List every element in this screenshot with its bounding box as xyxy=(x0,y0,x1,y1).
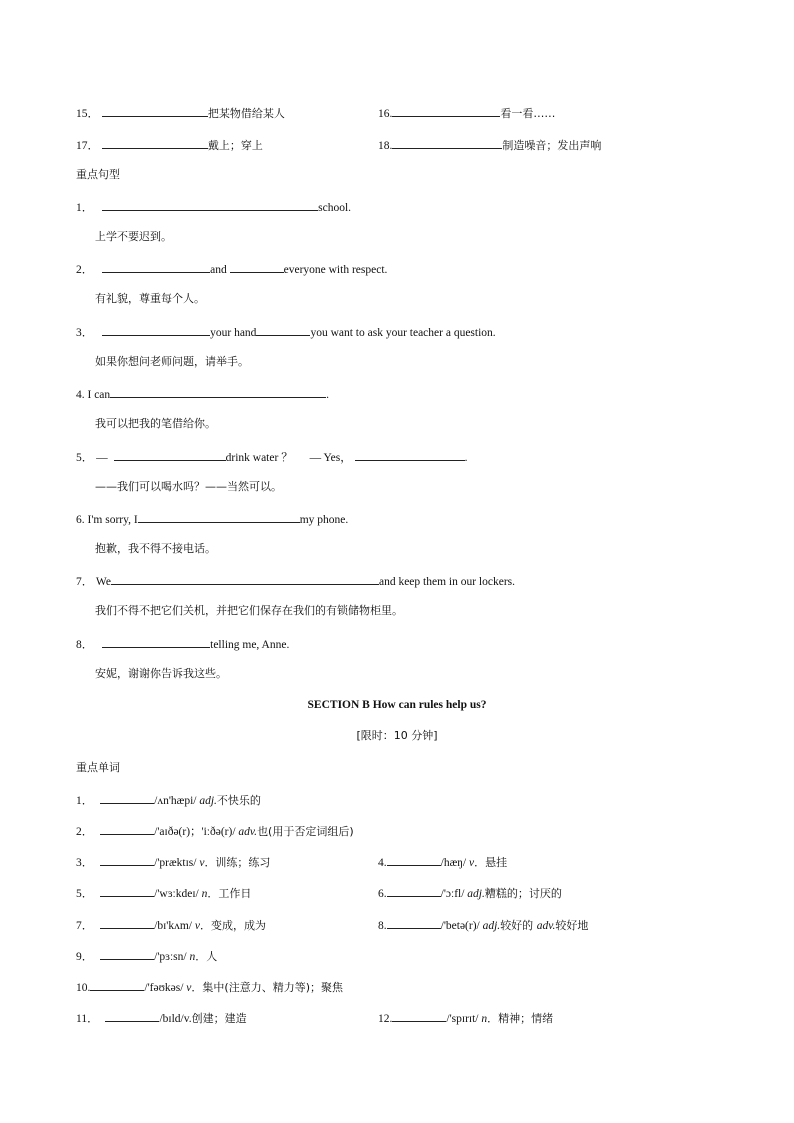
part-of-speech: v xyxy=(186,982,192,994)
phonetic: /bɪ'kʌm/ xyxy=(154,920,195,932)
answer-blank[interactable] xyxy=(387,884,441,897)
word-item-7 xyxy=(76,916,266,934)
item-number: 6. xyxy=(378,888,387,900)
word-meaning: 不快乐的 xyxy=(216,794,261,807)
answer-blank[interactable] xyxy=(102,323,210,336)
item-number: 18. xyxy=(378,140,393,152)
phonetic: /hæŋ/ xyxy=(440,857,469,869)
answer-blank[interactable] xyxy=(392,104,500,117)
item-number: 16. xyxy=(378,108,393,120)
word-item-3 xyxy=(76,853,270,871)
word-meaning: ．人 xyxy=(195,950,218,963)
sentence-text: everyone with respect. xyxy=(283,264,388,276)
answer-blank[interactable] xyxy=(256,323,310,336)
answer-blank[interactable] xyxy=(387,916,441,929)
word-meaning: 较好地 xyxy=(555,919,589,932)
word-item-4 xyxy=(378,853,507,871)
sentence-2-translation: 有礼貌，尊重每个人。 xyxy=(95,292,205,305)
part-of-speech: v. xyxy=(183,1013,192,1025)
sentence-6 xyxy=(76,510,348,528)
answer-blank[interactable] xyxy=(102,635,210,648)
phonetic: /'præktɪs/ xyxy=(154,857,200,869)
phonetic: /'ɔːfl/ xyxy=(440,888,468,900)
sentence-text: my phone. xyxy=(299,514,349,526)
sentence-text: . xyxy=(326,389,330,401)
sentence-text: and xyxy=(210,264,227,276)
answer-blank[interactable] xyxy=(100,822,154,835)
part-of-speech: adj. xyxy=(482,920,501,932)
phonetic: /'pɜːsn/ xyxy=(154,951,190,963)
sentences-heading: 重点句型 xyxy=(76,168,120,181)
answer-blank[interactable] xyxy=(392,1009,446,1022)
item-number: 1． xyxy=(76,795,94,807)
part-of-speech: n xyxy=(201,888,208,900)
part-of-speech: v xyxy=(199,857,205,869)
vocab-item-15 xyxy=(76,104,285,122)
item-number: 4. xyxy=(378,857,387,869)
sentence-text: We xyxy=(95,576,111,588)
sentence-text: and keep them in our lockers. xyxy=(378,576,516,588)
item-number: 15． xyxy=(76,108,99,120)
phonetic: /'spɪrɪt/ xyxy=(446,1013,482,1025)
word-item-10 xyxy=(76,978,343,996)
sentence-3 xyxy=(76,323,496,341)
word-meaning: ．变成，成为 xyxy=(199,919,266,932)
item-number: 11． xyxy=(76,1013,99,1025)
part-of-speech: adv. xyxy=(536,920,556,932)
item-number: 7． xyxy=(76,920,94,932)
answer-blank[interactable] xyxy=(102,136,208,149)
sentence-5-translation: ——我们可以喝水吗？——当然可以。 xyxy=(95,480,282,493)
item-meaning: 制造噪音；发出声响 xyxy=(502,139,602,152)
answer-blank[interactable] xyxy=(114,448,226,461)
item-number: 8. xyxy=(378,920,387,932)
answer-blank[interactable] xyxy=(100,853,154,866)
item-number: 3． xyxy=(76,857,94,869)
answer-blank[interactable] xyxy=(387,853,441,866)
phonetic: /'wɜːkdeɪ/ xyxy=(154,888,202,900)
sentence-7 xyxy=(76,572,515,590)
answer-blank[interactable] xyxy=(138,510,300,523)
sentence-text: I can xyxy=(87,389,111,401)
item-number: 3． xyxy=(76,327,94,339)
sentence-text: I'm sorry, I xyxy=(87,514,138,526)
answer-blank[interactable] xyxy=(90,978,144,991)
phonetic: /'betə(r)/ xyxy=(440,920,483,932)
sentence-8-translation: 安妮，谢谢你告诉我这些。 xyxy=(95,667,227,680)
item-number: 8． xyxy=(76,639,94,651)
word-item-9 xyxy=(76,947,217,965)
sentence-text: school. xyxy=(318,202,352,214)
sentence-7-translation: 我们不得不把它们关机，并把它们保存在我们的有锁储物柜里。 xyxy=(95,604,403,617)
vocab-item-16 xyxy=(378,104,555,122)
word-item-1 xyxy=(76,791,261,809)
item-number: 5． xyxy=(76,888,94,900)
item-number: 7． xyxy=(76,576,94,588)
sentence-8 xyxy=(76,635,289,653)
item-meaning: 看一看…… xyxy=(500,107,556,120)
sentence-text: drink water ？ xyxy=(225,452,293,464)
answer-blank[interactable] xyxy=(105,1009,159,1022)
item-meaning: 戴上；穿上 xyxy=(207,139,263,152)
word-meaning: ．精神；情绪 xyxy=(487,1012,554,1025)
word-item-6 xyxy=(378,884,562,902)
time-limit: [限时：10 分钟] xyxy=(356,729,438,742)
word-meaning: 也(用于否定词组后) xyxy=(257,825,354,838)
word-meaning: ．集中(注意力、精力等)；聚焦 xyxy=(191,981,343,994)
word-meaning: 糟糕的；讨厌的 xyxy=(484,887,562,900)
vocab-item-18 xyxy=(378,136,601,154)
answer-blank[interactable] xyxy=(100,916,154,929)
answer-blank[interactable] xyxy=(100,791,154,804)
answer-blank[interactable] xyxy=(102,104,208,117)
sentence-2 xyxy=(76,260,387,278)
item-number: 2． xyxy=(76,826,94,838)
word-item-8 xyxy=(378,916,588,934)
phonetic: /'aɪðə(r)；'iːðə(r)/ xyxy=(154,826,239,838)
item-number: 2． xyxy=(76,264,94,276)
sentence-text: — xyxy=(96,452,108,464)
item-number: 4. xyxy=(76,389,85,401)
words-heading: 重点单词 xyxy=(76,761,120,774)
sentence-3-translation: 如果你想问老师问题，请举手。 xyxy=(95,355,249,368)
word-item-5 xyxy=(76,884,251,902)
part-of-speech: adv. xyxy=(238,826,258,838)
item-meaning: 把某物借给某人 xyxy=(207,107,285,120)
part-of-speech: v xyxy=(194,920,200,932)
part-of-speech: n xyxy=(481,1013,488,1025)
item-number: 17． xyxy=(76,140,99,152)
part-of-speech: adj. xyxy=(199,795,217,807)
answer-blank[interactable] xyxy=(111,572,379,585)
word-meaning: 创建；建造 xyxy=(191,1012,247,1025)
sentence-text: you want to ask your teacher a question. xyxy=(310,327,496,339)
sentence-6-translation: 抱歉，我不得不接电话。 xyxy=(95,542,216,555)
answer-blank[interactable] xyxy=(392,136,502,149)
sentence-4 xyxy=(76,385,329,403)
sentence-text: your hand xyxy=(210,327,257,339)
sentence-text: . xyxy=(464,452,468,464)
part-of-speech: adj. xyxy=(467,888,485,900)
answer-blank[interactable] xyxy=(230,260,284,273)
section-b-title: SECTION B How can rules help us? xyxy=(307,699,487,711)
phonetic: /'fəʊkəs/ xyxy=(144,982,187,994)
item-number: 6. xyxy=(76,514,85,526)
part-of-speech: n xyxy=(189,951,196,963)
sentence-1 xyxy=(76,198,351,216)
word-meaning: ．训练；练习 xyxy=(204,856,271,869)
part-of-speech: v xyxy=(469,857,475,869)
item-number: 10. xyxy=(76,982,91,994)
answer-blank[interactable] xyxy=(102,198,318,211)
item-number: 9． xyxy=(76,951,94,963)
sentence-text: — Yes， xyxy=(309,452,352,464)
phonetic: /ʌn'hæpi/ xyxy=(154,795,200,807)
word-item-2 xyxy=(76,822,354,840)
sentence-5 xyxy=(76,448,468,466)
word-meaning: ．工作日 xyxy=(207,887,252,900)
answer-blank[interactable] xyxy=(102,260,210,273)
word-item-11 xyxy=(76,1009,247,1027)
word-item-12 xyxy=(378,1009,553,1027)
word-meaning: ．悬挂 xyxy=(474,856,508,869)
vocab-item-17 xyxy=(76,136,263,154)
word-meaning: 较好的 xyxy=(500,919,537,932)
item-number: 5． xyxy=(76,452,94,464)
answer-blank[interactable] xyxy=(100,884,154,897)
sentence-1-translation: 上学不要迟到。 xyxy=(95,230,172,243)
answer-blank[interactable] xyxy=(110,385,326,398)
sentence-text: telling me, Anne. xyxy=(210,639,290,651)
sentence-4-translation: 我可以把我的笔借给你。 xyxy=(95,417,216,430)
answer-blank[interactable] xyxy=(100,947,154,960)
item-number: 1． xyxy=(76,202,94,214)
item-number: 12. xyxy=(378,1013,393,1025)
answer-blank[interactable] xyxy=(355,448,465,461)
phonetic: /bɪld/ xyxy=(159,1013,184,1025)
